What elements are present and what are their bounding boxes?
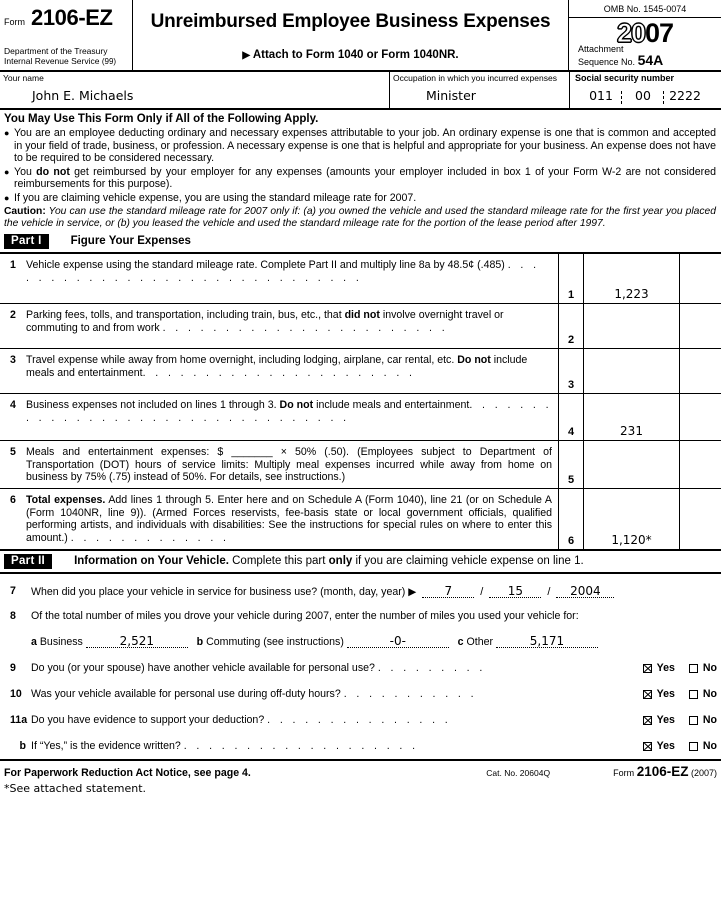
part-1-bar <box>0 234 721 249</box>
line-5-box-number: 5 <box>558 441 583 488</box>
line-4-number: 4 <box>10 398 16 411</box>
footer-form-id <box>613 764 717 779</box>
line-8a-label: a <box>31 635 37 648</box>
attachment-label: Attachment <box>578 44 624 54</box>
line-9-no-checkbox[interactable] <box>689 664 698 673</box>
line-3-description-cell <box>0 349 558 393</box>
line-8-subfields <box>31 635 717 649</box>
line-2-description-cell <box>0 304 558 348</box>
table-row <box>0 441 721 489</box>
department-paren: (99) <box>101 57 117 66</box>
line-7-number: 7 <box>10 584 16 597</box>
leader-dots: . . . . . . . . . <box>377 661 486 674</box>
line-6-amount-value: 1,120* <box>611 532 652 547</box>
line-7-text: When did you place your vehicle in service for business use? (month, day, year) <box>31 585 409 598</box>
line-1-cents-cell[interactable] <box>679 254 721 303</box>
ssn-field-cell[interactable] <box>570 72 721 108</box>
line-8-number: 8 <box>10 609 16 622</box>
line-3-amount-cell[interactable] <box>583 349 679 393</box>
part-1-title: Figure Your Expenses <box>70 235 191 248</box>
line-1-amount-value: 1,223 <box>614 286 649 301</box>
line-11a-answer-group <box>635 714 717 727</box>
name-field-cell[interactable] <box>0 72 390 108</box>
form-header <box>0 0 721 72</box>
line-4-description-cell <box>0 394 558 440</box>
table-row <box>0 394 721 441</box>
department-label <box>4 46 116 67</box>
eligibility-bullet <box>4 192 716 205</box>
line-1-description-cell <box>0 254 558 303</box>
attach-instruction-text: Attach to Form 1040 or Form 1040NR. <box>252 49 459 61</box>
eligibility-bullet-text: If you are claiming vehicle expense, you are using the standard mileage rate for 2007. <box>14 191 417 204</box>
table-row <box>0 304 721 349</box>
line-11a-yes-checkbox[interactable] <box>643 716 652 725</box>
line-11b-no-label: No <box>702 739 717 752</box>
line-1-text: Vehicle expense using the standard mileage rate. Complete Part II and multiply line 8a by 48.5¢ (.485) . . . . . . . . . . . . . . . . . . . . . . . . . . . . . . <box>26 258 540 284</box>
attach-instruction <box>133 49 568 61</box>
attachment-sequence <box>569 44 721 68</box>
tax-year <box>569 18 721 46</box>
name-value: John E. Michaels <box>32 88 134 103</box>
sequence-line: Sequence No. 54A <box>578 52 664 68</box>
part-2-body <box>0 574 721 753</box>
line-8b-label: b <box>196 635 204 648</box>
line-7-day-input[interactable]: 15 <box>489 585 541 598</box>
bullet-icon: ● <box>4 192 10 203</box>
line-11b-no-checkbox[interactable] <box>689 742 698 751</box>
line-11a-number: 11a <box>10 713 28 726</box>
line-10-number: 10 <box>10 687 22 700</box>
line-8-subfields-row <box>4 623 717 649</box>
paperwork-notice: For Paperwork Reduction Act Notice, see page 4. <box>4 766 251 779</box>
occupation-value: Minister <box>426 88 476 103</box>
line-9-text: Do you (or your spouse) have another vehicle available for personal use? . . . . . . . . . <box>31 661 486 674</box>
table-row <box>0 254 721 304</box>
name-label: Your name <box>3 73 44 83</box>
page-title: Unreimbursed Employee Business Expenses <box>150 11 551 32</box>
line-8a-name: Business <box>39 635 83 648</box>
right-triangle-icon: ▶ <box>408 585 417 598</box>
line-7-row <box>4 574 717 599</box>
part-1-table <box>0 254 721 551</box>
line-11b-yes-label: Yes <box>656 739 675 752</box>
line-9-number: 9 <box>10 661 16 674</box>
line-8c-input[interactable]: 5,171 <box>496 635 598 648</box>
line-8c-label: c <box>457 635 464 648</box>
eligibility-bullet <box>4 166 716 191</box>
leader-dots: . . . . . . . . . . . . . . . . . . . <box>183 739 419 752</box>
line-9-no-label: No <box>702 661 717 674</box>
line-2-text: Parking fees, tolls, and transportation, including train, bus, etc., that did not involve overnight travel or commuting to and from work . . . . . . . . . . . . . . . . . . . . . . . <box>26 308 504 334</box>
line-10-no-label: No <box>702 687 717 700</box>
line-2-box-number: 2 <box>558 304 583 348</box>
line-9-yes-checkbox[interactable] <box>643 664 652 673</box>
line-11a-row <box>4 701 717 727</box>
line-1-box-number: 1 <box>558 254 583 303</box>
line-10-text: Was your vehicle available for personal use during off-duty hours? . . . . . . . . . . . <box>31 687 477 700</box>
line-8a-input[interactable]: 2,521 <box>86 635 188 648</box>
line-3-box-number: 3 <box>558 349 583 393</box>
part-2-tag: Part II <box>4 554 52 569</box>
date-slash-1: / <box>480 585 484 598</box>
line-6-description-cell <box>0 489 558 549</box>
line-10-row <box>4 675 717 701</box>
right-triangle-icon: ▶ <box>242 50 251 61</box>
line-4-cents-cell[interactable] <box>679 394 721 440</box>
line-6-text: Total expenses. Add lines 1 through 5. Enter here and on Schedule A (Form 1040), line 21 (or on Schedule A (Form 1040NR, line 9)). (Armed Forces reservists, fee-basis state or local government officials, qualified performing artists, and individuals with disabilities: See the instructions for special rules on where to enter this amount.) . . . . . . . . . . . . . <box>26 493 552 545</box>
part-1-tag: Part I <box>4 234 49 249</box>
line-2-number: 2 <box>10 308 16 321</box>
line-11b-yes-checkbox[interactable] <box>643 742 652 751</box>
form-title-block <box>133 0 569 70</box>
line-11a-no-label: No <box>702 713 717 726</box>
line-5-description-cell <box>0 441 558 488</box>
attached-statement-note: *See attached statement. <box>4 781 147 795</box>
line-8-spacer <box>4 635 31 649</box>
line-5-cents-cell[interactable] <box>679 441 721 488</box>
line-7-month-input[interactable]: 7 <box>422 585 474 598</box>
line-1-number: 1 <box>10 258 16 271</box>
line-4-box-number: 4 <box>558 394 583 440</box>
line-8-text: Of the total number of miles you drove your vehicle during 2007, enter the number of miles you used your vehicle for: <box>31 609 579 622</box>
line-9-answer-group <box>635 662 717 675</box>
leader-dots: . . . . . . . . . . . . . . . . . . . . . . . <box>162 321 449 334</box>
caution-text: You can use the standard mileage rate for 2007 only if: (a) you owned the vehicle and used the standard mileage rate for the first year you placed the vehicle in service, or (b) you leased the vehicle and used the standard mileage rate for the portion of the lease period after 1997. <box>4 205 716 230</box>
line-4-amount-cell[interactable] <box>583 394 679 440</box>
line-10-yes-label: Yes <box>656 687 675 700</box>
tax-year-century: 20 <box>616 18 645 48</box>
catalog-number: Cat. No. 20604Q <box>486 767 551 778</box>
leader-dots: . . . . . . . . . . . . . . . <box>267 713 452 726</box>
form-word-label: Form <box>4 17 25 27</box>
leader-dots: . . . . . . . . . . . . . . . . . . . . . . <box>142 366 416 379</box>
footer-form-year: (2007) <box>690 767 717 778</box>
tax-year-digits: 07 <box>645 18 674 48</box>
form-identity-block <box>0 0 133 70</box>
line-4-amount-value: 231 <box>620 423 643 438</box>
date-slash-2: / <box>547 585 551 598</box>
line-5-number: 5 <box>10 445 16 458</box>
line-7-year-input[interactable]: 2004 <box>556 585 614 598</box>
line-3-text: Travel expense while away from home overnight, including lodging, airplane, car rental, etc. Do not include meals and entertainment. . . . . . . . . . . . . . . . . . . . . . <box>26 353 528 379</box>
attachment-sequence-number: 54A <box>637 52 664 68</box>
line-11b-row <box>4 727 717 753</box>
ssn-part-2: 00 <box>635 88 651 103</box>
caution-note <box>4 206 716 231</box>
line-5-amount-cell[interactable] <box>583 441 679 488</box>
taxpayer-identity-row <box>0 72 721 110</box>
eligibility-bullet-text: You do not get reimbursed by your employer for any expenses (amounts your employer included in box 1 of your Form W-2 are not considered reimbursements for this purpose). <box>14 165 716 191</box>
line-2-cents-cell[interactable] <box>679 304 721 348</box>
department-line-1: Department of the Treasury <box>4 46 108 56</box>
table-row <box>0 349 721 394</box>
occupation-label: Occupation in which you incurred expenses <box>393 73 557 83</box>
ssn-separator-icon <box>621 91 623 104</box>
line-8b-name: Commuting (see instructions) <box>206 635 344 648</box>
leader-dots: . . . . . . . . . . . . . . . . . . . . . . . . . . . . . . . . . <box>26 398 552 424</box>
line-6-amount-cell[interactable] <box>583 489 679 549</box>
table-row <box>0 489 721 551</box>
form-footer <box>0 761 721 779</box>
line-9-row <box>4 649 717 675</box>
bullet-icon: ● <box>4 166 10 177</box>
line-11a-yes-label: Yes <box>656 713 675 726</box>
eligibility-bullet-text: You are an employee deducting ordinary and necessary expenses attributable to your job. An ordinary expense is one that is common and accepted in your field of trade, business, or profession. A necessary expense is one that is helpful and appropriate for your business. An expense does not have to be required to be considered necessary. <box>14 127 716 165</box>
line-10-no-checkbox[interactable] <box>689 690 698 699</box>
ssn-separator-icon <box>663 91 665 104</box>
leader-dots: . . . . . . . . . . . <box>343 687 477 700</box>
department-line-2: Internal Revenue Service (99) <box>4 56 117 66</box>
line-1-amount-cell[interactable] <box>583 254 679 303</box>
line-8b-input[interactable]: -0- <box>347 635 449 648</box>
part-2-title: Information on Your Vehicle. Complete this part only if you are claiming vehicle expense on line 1. <box>74 555 584 568</box>
line-5-text: Meals and entertainment expenses: $ _______ × 50% (.50). (Employees subject to Department of Transportation (DOT) hours of service limits: Multiply meal expenses incurred while away from home on business by 75% (.75) instead of 50%. For details, see instructions.) <box>26 445 552 484</box>
omb-number: OMB No. 1545-0074 <box>569 0 721 18</box>
leader-dots: . . . . . . . . . . . . . . . . . . . . . . . . . . . . . . <box>26 258 540 284</box>
line-9-yes-label: Yes <box>656 661 675 674</box>
line-2-amount-cell[interactable] <box>583 304 679 348</box>
line-6-box-number: 6 <box>558 489 583 549</box>
part-2-bar <box>0 554 721 569</box>
leader-dots: . . . . . . . . . . . . . <box>70 532 230 545</box>
line-10-answer-group <box>635 688 717 701</box>
caution-word: Caution: <box>4 205 46 217</box>
bullet-icon: ● <box>4 128 10 138</box>
footer-form-word: Form <box>613 767 635 778</box>
form-number: 2106-EZ <box>31 5 113 30</box>
eligibility-heading: You May Use This Form Only if All of the Following Apply. <box>4 113 319 125</box>
eligibility-section <box>0 110 721 231</box>
line-6-cents-cell[interactable] <box>679 489 721 549</box>
line-11b-text: If “Yes,” is the evidence written? . . . . . . . . . . . . . . . . . . . <box>31 739 419 752</box>
line-11a-text: Do you have evidence to support your deduction? . . . . . . . . . . . . . . . <box>31 713 452 726</box>
line-11b-answer-group <box>635 740 717 753</box>
line-8c-name: Other <box>466 635 494 648</box>
ssn-part-3: 2222 <box>669 88 701 103</box>
ssn-label: Social security number <box>575 73 675 83</box>
omb-year-block <box>569 0 721 70</box>
line-11b-number: b <box>19 739 26 752</box>
line-8-row <box>4 599 717 623</box>
ssn-value <box>584 88 702 103</box>
line-10-yes-checkbox[interactable] <box>643 690 652 699</box>
line-11a-no-checkbox[interactable] <box>689 716 698 725</box>
line-7-body <box>31 585 717 599</box>
ssn-part-1: 011 <box>589 88 613 103</box>
footer-form-number: 2106-EZ <box>636 763 689 779</box>
line-3-cents-cell[interactable] <box>679 349 721 393</box>
line-4-text: Business expenses not included on lines 1 through 3. Do not include meals and entertainment. . . . . . . . . . . . . . . . . . . . . . . . . . . . . . . . . <box>26 398 552 424</box>
eligibility-bullet <box>4 127 716 165</box>
line-6-number: 6 <box>10 493 16 506</box>
line-3-number: 3 <box>10 353 16 366</box>
occupation-field-cell[interactable] <box>390 72 570 108</box>
